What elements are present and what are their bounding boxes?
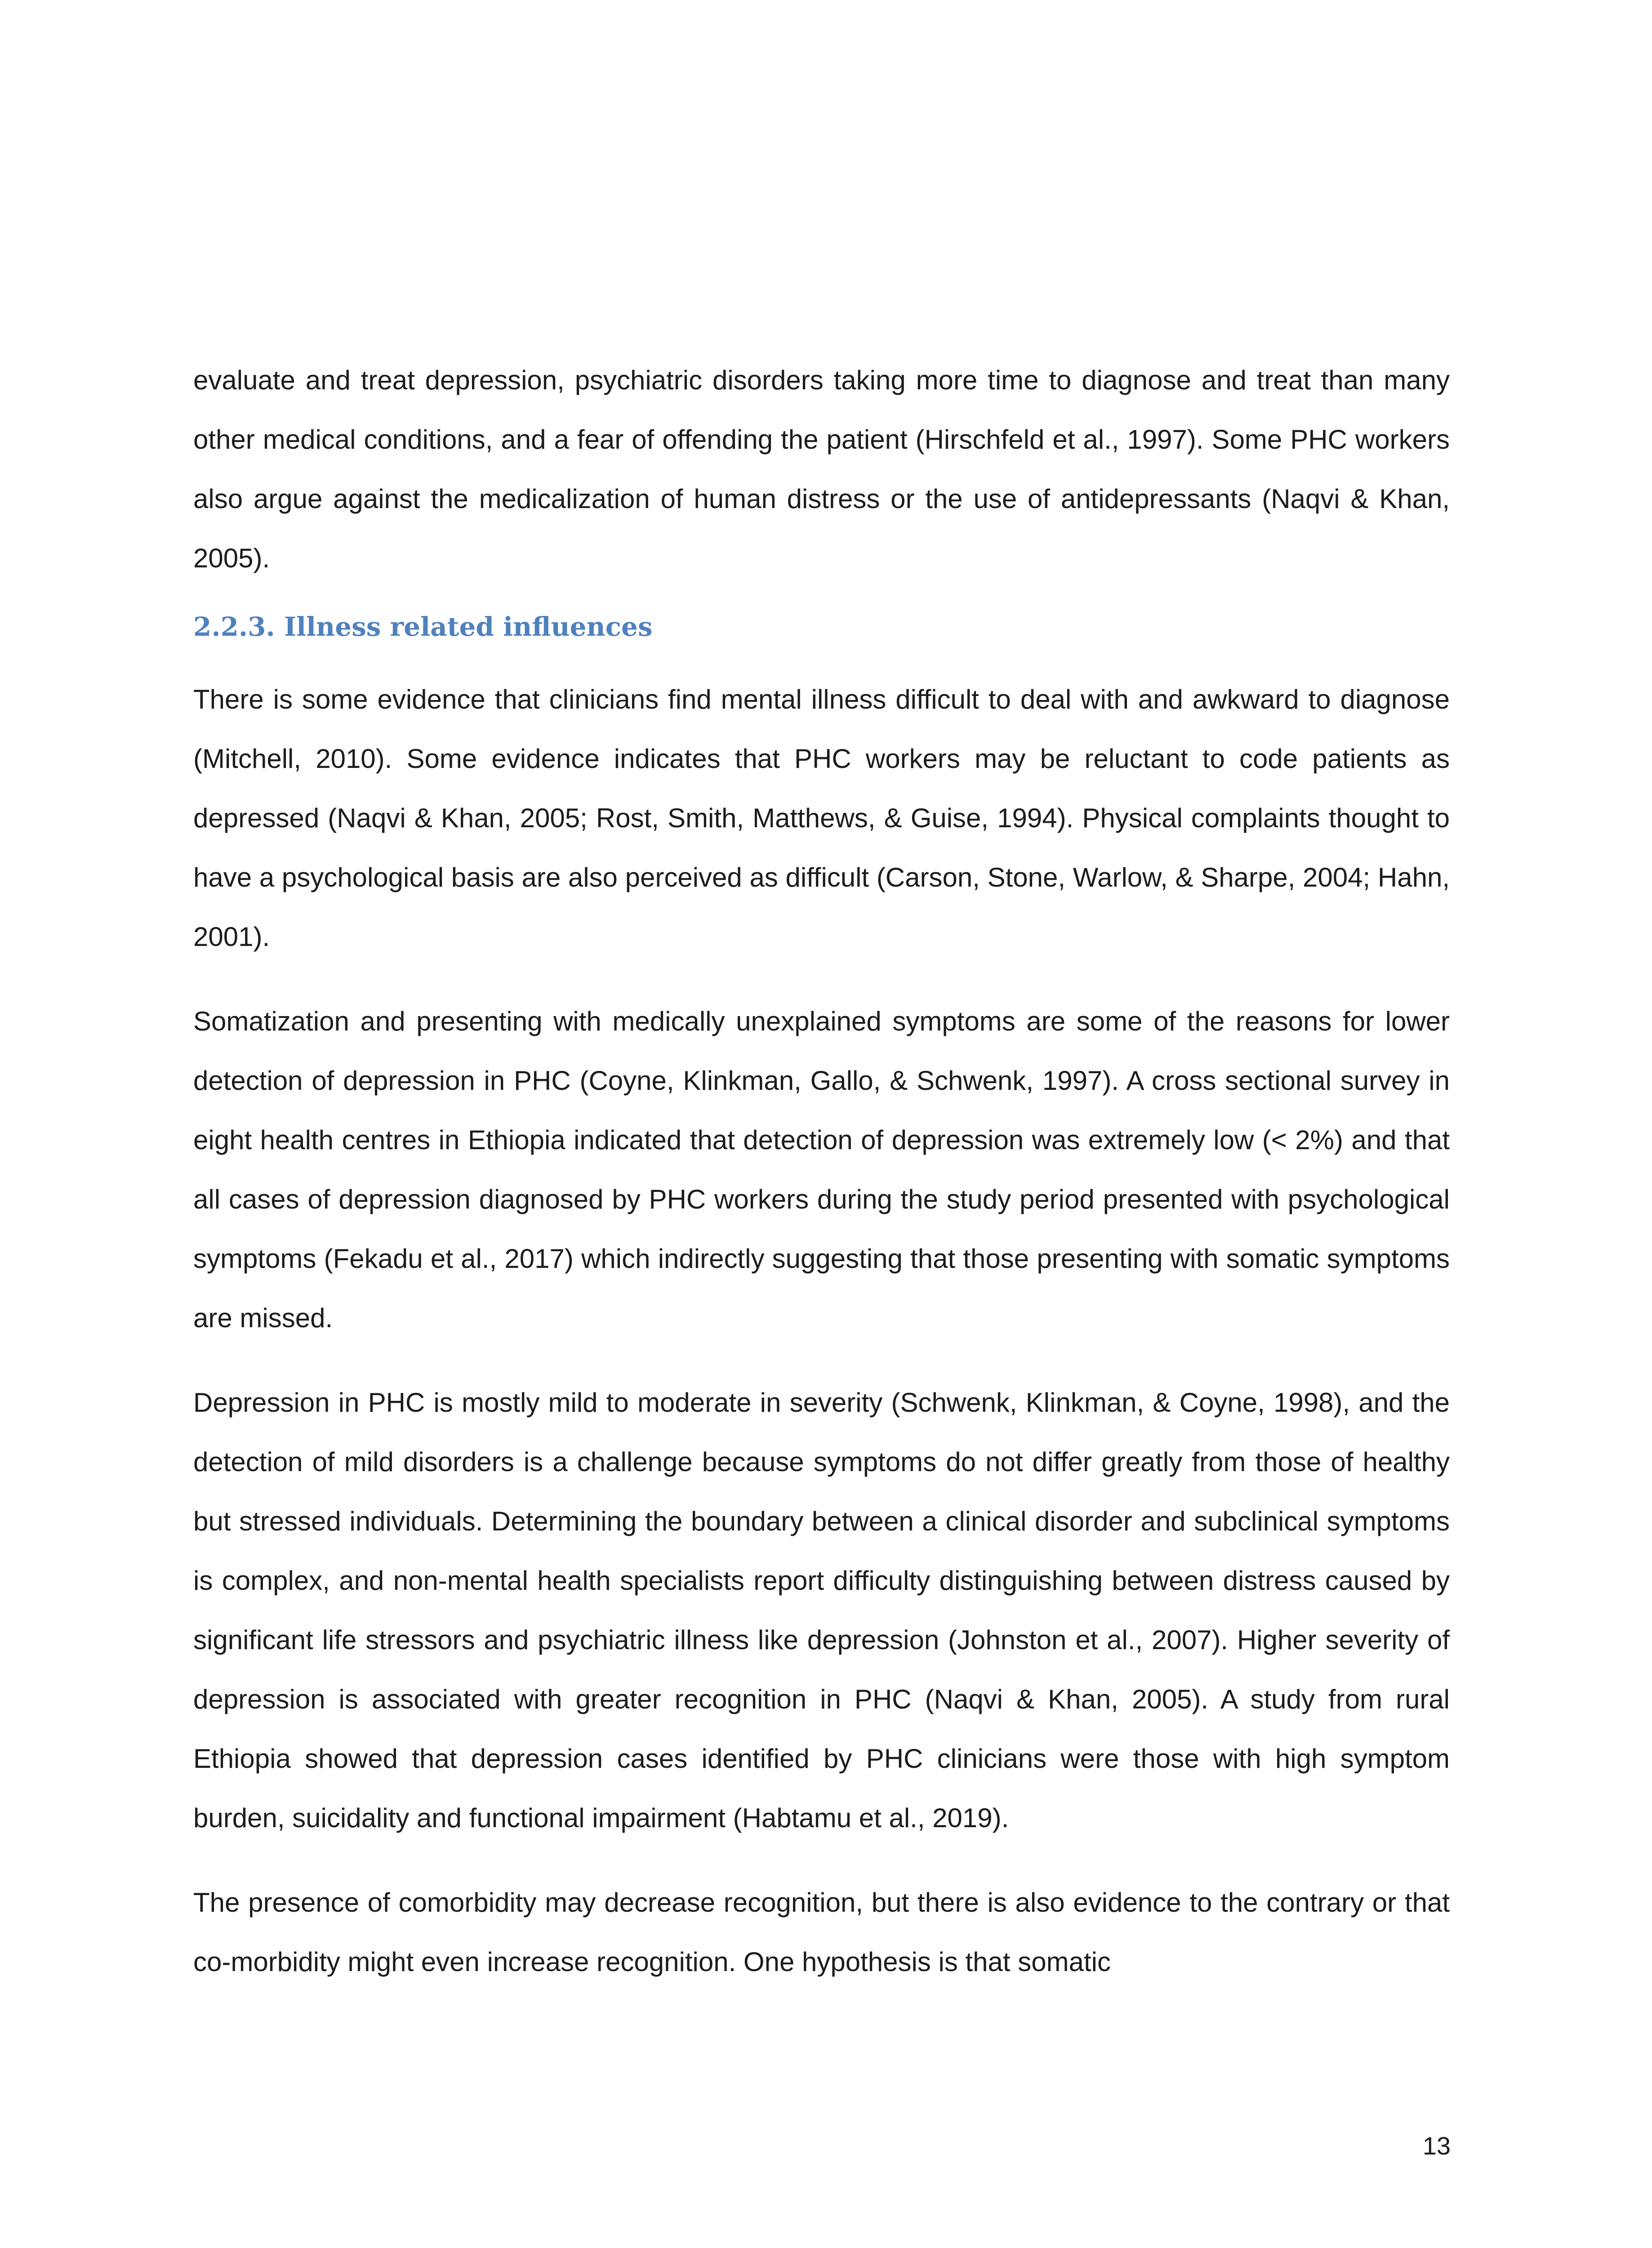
paragraph-clinician-difficulty: There is some evidence that clinicians find mental illness difficult to deal with and awkward to diagnose (Mitchell, 2010). Some evidence indicates that PHC workers may be reluctant to code patients as depressed (Naqvi & Khan, 2005; Rost, Smith, Matthews, & Guise, 1994). Physical complaints thought to have a psychological basis are also perceived as difficult (Carson, Stone, Warlow, & Sharpe, 2004; Hahn, 2001).: [193, 684, 1450, 952]
document-page: [193, 351, 1450, 1992]
paragraph-spacer: [193, 1848, 1450, 1873]
paragraph-spacer: [193, 1348, 1450, 1373]
paragraph-severity: Depression in PHC is mostly mild to moderate in severity (Schwenk, Klinkman, & Coyne, 1998), and the detection of mild disorders is a challenge because symptoms do not differ greatly from those of healthy but stressed individuals. Determining the boundary between a clinical disorder and subclinical symptoms is complex, and non-mental health specialists report difficulty distinguishing between distress caused by significant life stressors and psychiatric illness like depression (Johnston et al., 2007). Higher severity of depression is associated with greater recognition in PHC (Naqvi & Khan, 2005). A study from rural Ethiopia showed that depression cases identified by PHC clinicians were those with high symptom burden, suicidality and functional impairment (Habtamu et al., 2019).: [193, 1387, 1450, 1833]
paragraph-somatization: Somatization and presenting with medically unexplained symptoms are some of the reasons for lower detection of depression in PHC (Coyne, Klinkman, Gallo, & Schwenk, 1997). A cross sectional survey in eight health centres in Ethiopia indicated that detection of depression was extremely low (< 2%) and that all cases of depression diagnosed by PHC workers during the study period presented with psychological symptoms (Fekadu et al., 2017) which indirectly suggesting that those presenting with somatic symptoms are missed.: [193, 1006, 1450, 1333]
section-heading: 2.2.3. Illness related influences: [193, 611, 653, 642]
page-number: 13: [1422, 2132, 1451, 2160]
paragraph-continuation: evaluate and treat depression, psychiatric disorders taking more time to diagnose and treat than many other medical conditions, and a fear of offending the patient (Hirschfeld et al., 1997). Some PHC workers also argue against the medicalization of human distress or the use of antidepressants (Naqvi & Khan, 2005).: [193, 365, 1450, 573]
paragraph-comorbidity: The presence of comorbidity may decrease recognition, but there is also evidence to the contrary or that co-morbidity might even increase recognition. One hypothesis is that somatic: [193, 1887, 1450, 1977]
paragraph-spacer: [193, 967, 1450, 992]
